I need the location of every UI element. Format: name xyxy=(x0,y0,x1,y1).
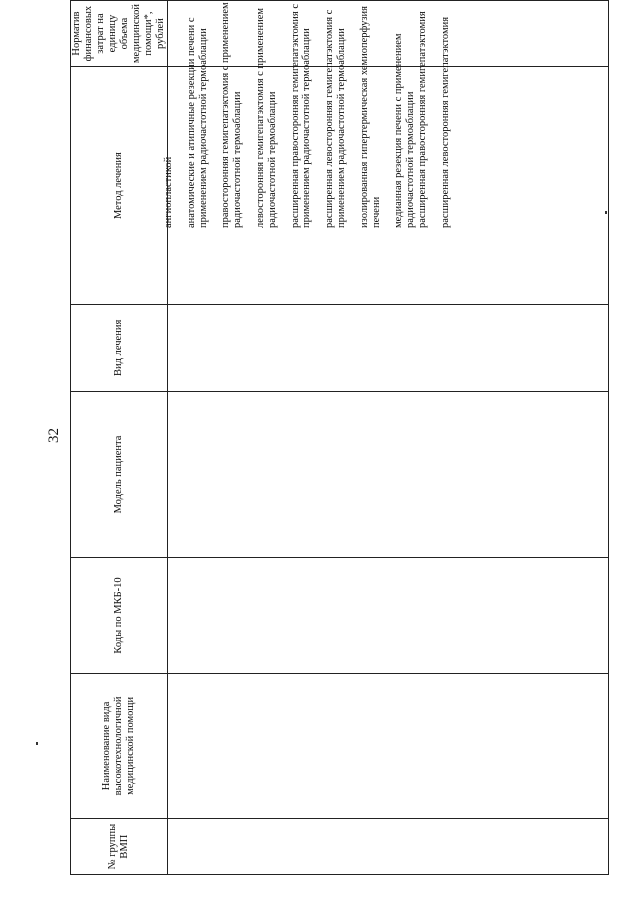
page-number: 32 xyxy=(46,428,62,443)
method-item: расширенная правосторонняя гемигепатэктомия xyxy=(416,11,428,228)
scan-speck xyxy=(36,742,38,745)
header-group-number: № группы ВМП xyxy=(71,819,168,875)
header-treatment-method: Метод лечения xyxy=(71,67,168,305)
header-treatment-type: Вид лечения xyxy=(71,305,168,392)
method-item: расширенная левосторонняя гемигепатэктомия с применением радиочастотной термоаблации xyxy=(324,9,347,228)
method-item: правосторонняя гемигепатэктомия с применением радиочастотной термоаблации xyxy=(220,2,244,228)
method-item: анатомические и атипичные резекции печени с применением радиочастотной термоаблации xyxy=(185,17,209,228)
cell-icd-codes xyxy=(168,558,609,673)
header-cost-standard: Норматив финансовых затрат на единицу объема медицинской помощи*, рублей xyxy=(71,1,168,67)
scan-speck xyxy=(605,211,607,214)
method-item: левосторонняя гемигепатэктомия с применением радиочастотной термоаблации xyxy=(254,7,278,228)
treatment-methods-list xyxy=(163,0,463,228)
cell-treatment-type xyxy=(168,305,609,392)
method-item: расширенная правосторонняя гемигепатэктомия с применением радиочастотной термоаблации xyxy=(289,4,313,228)
header-row xyxy=(71,1,168,875)
cell-patient-model xyxy=(168,391,609,558)
method-item: изолированная гипертермическая хемиоперфузия печени xyxy=(358,6,382,228)
method-item: ангиопластикой xyxy=(163,156,174,228)
header-icd-codes: Коды по МКБ-10 xyxy=(71,558,168,673)
header-vmp-type: Наименование вида высокотехнологичной медицинской помощи xyxy=(71,673,168,819)
method-item: расширенная левосторонняя гемигепатэктомия xyxy=(439,16,451,228)
rotated-page xyxy=(70,0,630,875)
method-item: медианная резекция печени с применением радиочастотной термоаблации xyxy=(393,33,417,228)
cell-vmp-type xyxy=(168,673,609,819)
header-patient-model: Модель пациента xyxy=(71,391,168,558)
cell-group-number xyxy=(168,819,609,875)
